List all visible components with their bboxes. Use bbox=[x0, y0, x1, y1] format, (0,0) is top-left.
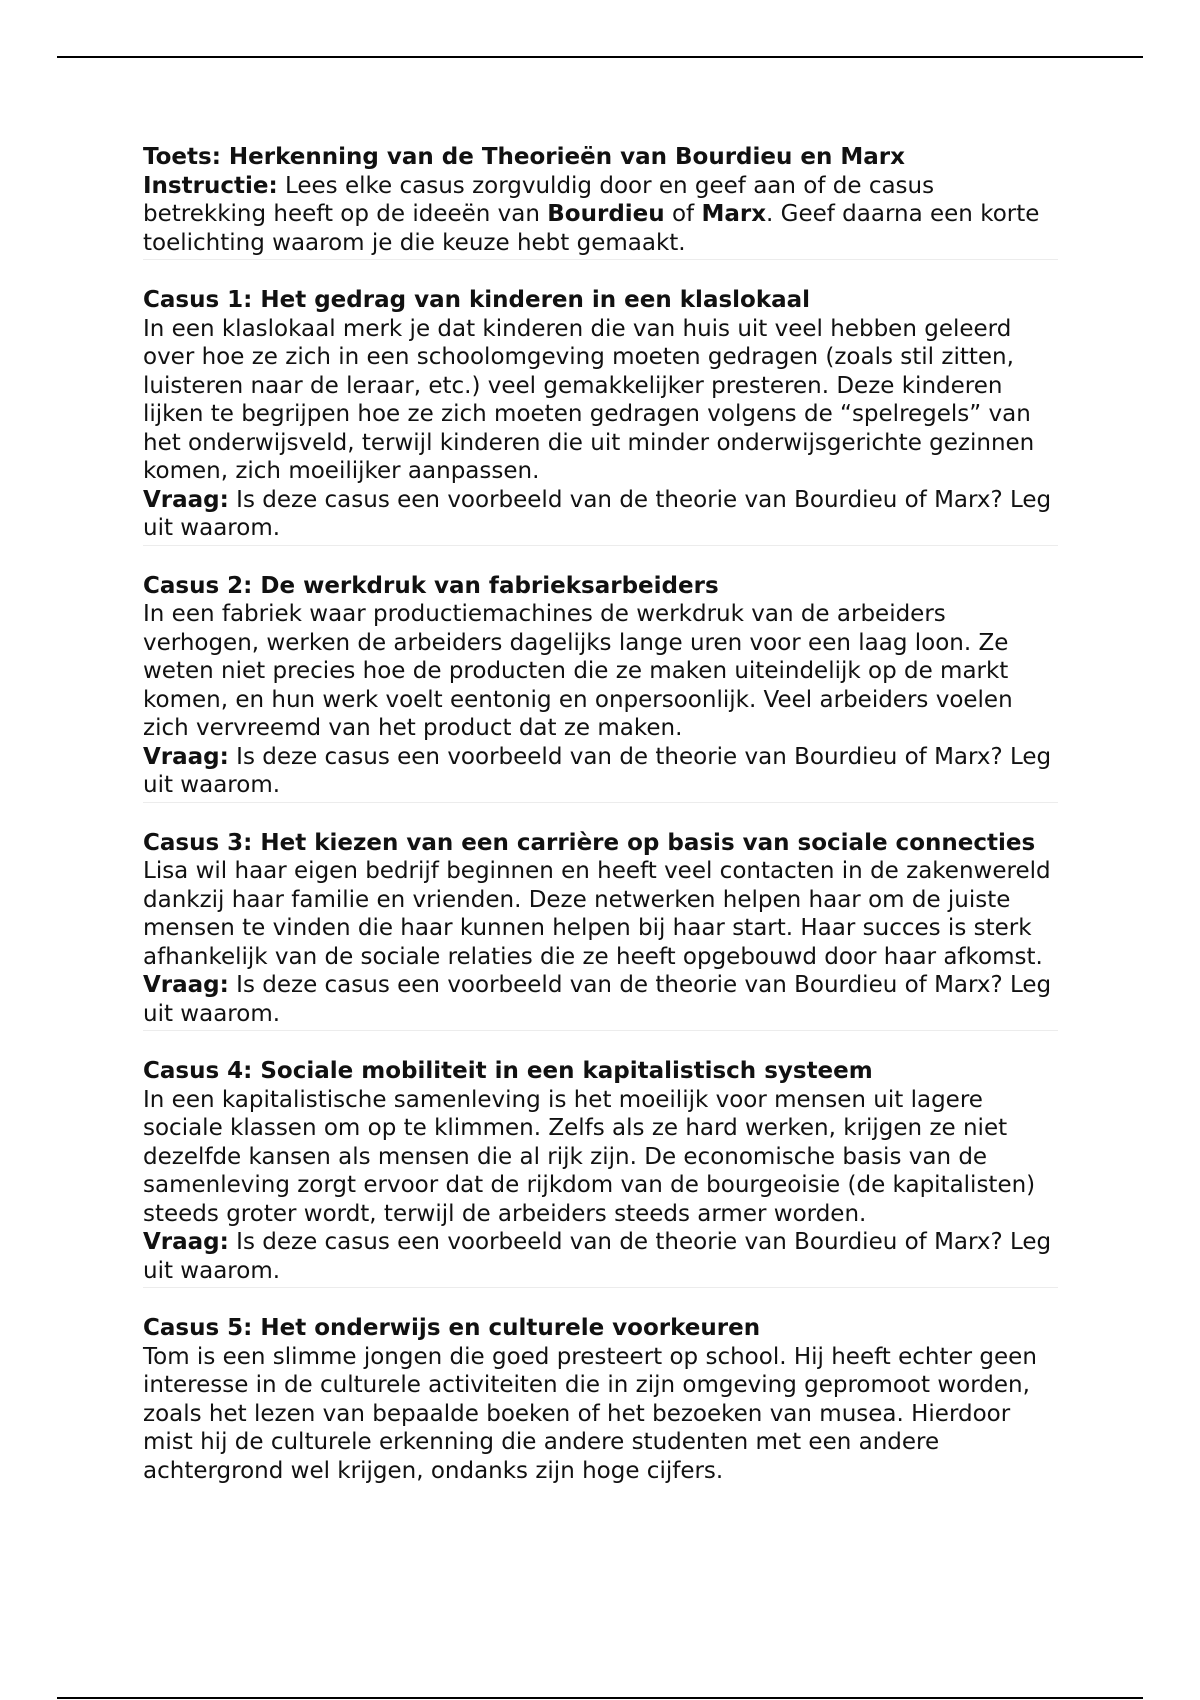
case-title: Casus 4: Sociale mobiliteit in een kapitalistisch systeem bbox=[143, 1058, 873, 1084]
case-text: In een fabriek waar productiemachines de werkdruk van de arbeiders verhogen, werken de arbeiders dagelijks lange uren voor een laag loon. Ze weten niet precies hoe de producten die ze maken uiteindelijk op de markt komen, en hun werk voelt eentonig en onpersoonlijk. Veel arbeiders voelen zich vervreemd van het product dat ze maken. bbox=[143, 601, 1013, 741]
case-text: Lisa wil haar eigen bedrijf beginnen en heeft veel contacten in de zakenwereld dankzij haar familie en vrienden. Deze netwerken helpen haar om de juiste mensen te vinden die haar kunnen helpen bij haar start. Haar succes is sterk afhankelijk van de sociale relaties die ze heeft opgebouwd door haar afkomst. bbox=[143, 858, 1051, 970]
question-text: Is deze casus een voorbeeld van de theorie van Bourdieu of Marx? Leg uit waarom. bbox=[143, 1229, 1052, 1284]
instruction-text-2: of bbox=[664, 201, 702, 227]
instruction-name-bourdieu: Bourdieu bbox=[547, 201, 665, 227]
question-label: Vraag: bbox=[143, 1229, 229, 1255]
question-text: Is deze casus een voorbeeld van de theorie van Bourdieu of Marx? Leg uit waarom. bbox=[143, 972, 1052, 1027]
case-section-3 bbox=[143, 829, 1058, 1032]
case-title: Casus 2: De werkdruk van fabrieksarbeiders bbox=[143, 572, 719, 599]
header-rule bbox=[57, 56, 1143, 58]
case-question bbox=[143, 971, 1058, 1028]
case-section-4 bbox=[143, 1057, 1058, 1288]
document-body bbox=[143, 143, 1058, 1513]
case-question bbox=[143, 486, 1058, 543]
question-text: Is deze casus een voorbeeld van de theorie van Bourdieu of Marx? Leg uit waarom. bbox=[143, 743, 1052, 798]
question-label: Vraag: bbox=[143, 486, 229, 513]
intro-section bbox=[143, 143, 1058, 260]
instruction-text-1: Lees elke casus zorgvuldig door en geef aan of de casus betrekking heeft op de ideeën van bbox=[143, 172, 935, 227]
case-text: In een klaslokaal merk je dat kinderen die van huis uit veel hebben geleerd over hoe ze zich in een schoolomgeving moeten gedragen (zoals stil zitten, luisteren naar de leraar, etc.) veel gemakkelijker presteren. Deze kinderen lijken te begrijpen hoe ze zich moeten gedragen volgens de “spelregels” van het onderwijsveld, terwijl kinderen die uit minder onderwijsgerichte gezinnen komen, zich moeilijker aanpassen. bbox=[143, 315, 1035, 484]
question-label: Vraag: bbox=[143, 972, 229, 998]
document-title: Toets: Herkenning van de Theorieën van Bourdieu en Marx bbox=[143, 144, 905, 170]
case-text: In een kapitalistische samenleving is het moeilijk voor mensen uit lagere sociale klassen om op te klimmen. Zelfs als ze hard werken, krijgen ze niet dezelfde kansen als mensen die al rijk zijn. De economische basis van de samenleving zorgt ervoor dat de rijkdom van de bourgeoisie (de kapitalisten) steeds groter wordt, terwijl de arbeiders steeds armer worden. bbox=[143, 1086, 1036, 1227]
case-title: Casus 1: Het gedrag van kinderen in een klaslokaal bbox=[143, 287, 811, 313]
question-label: Vraag: bbox=[143, 743, 229, 770]
case-title: Casus 3: Het kiezen van een carrière op basis van sociale connecties bbox=[143, 829, 1036, 856]
case-section-1 bbox=[143, 286, 1058, 546]
question-text: Is deze casus een voorbeeld van de theorie van Bourdieu of Marx? Leg uit waarom. bbox=[143, 486, 1052, 541]
footer-rule bbox=[57, 1697, 1143, 1699]
case-question bbox=[143, 743, 1058, 800]
case-text: Tom is een slimme jongen die goed presteert op school. Hij heeft echter geen interesse in de culturele activiteiten die in zijn omgeving gepromoot worden, zoals het lezen van bepaalde boeken of het bezoeken van musea. Hierdoor mist hij de culturele erkenning die andere studenten met een andere achtergrond wel krijgen, ondanks zijn hoge cijfers. bbox=[143, 1343, 1037, 1484]
case-section-2 bbox=[143, 572, 1058, 803]
instruction-text-3: . Geef daarna een korte toelichting waarom je die keuze hebt gemaakt. bbox=[143, 201, 1040, 256]
case-title: Casus 5: Het onderwijs en culturele voorkeuren bbox=[143, 1315, 761, 1341]
case-section-5 bbox=[143, 1314, 1058, 1487]
instruction-label: Instructie: bbox=[143, 172, 278, 199]
instruction-paragraph bbox=[143, 172, 1058, 258]
case-question bbox=[143, 1228, 1058, 1285]
instruction-name-marx: Marx bbox=[701, 201, 767, 227]
